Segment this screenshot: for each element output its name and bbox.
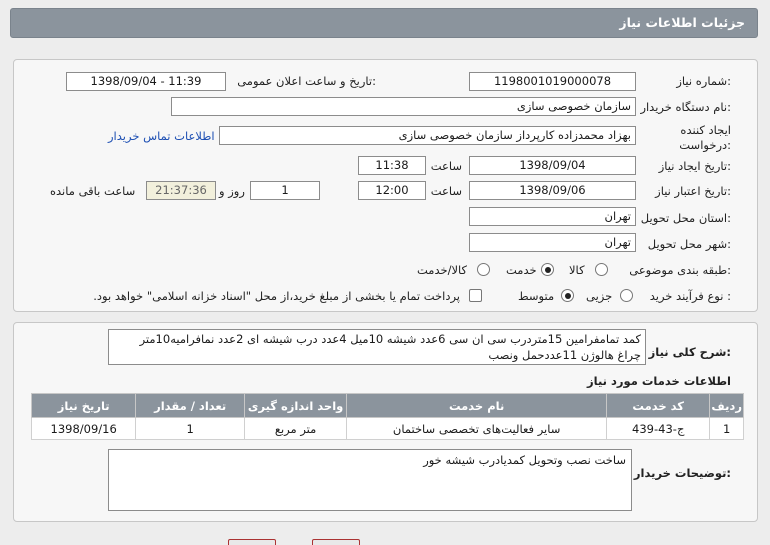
- action-button-1[interactable]: [228, 539, 276, 545]
- days-field: 1: [250, 181, 320, 200]
- category-goods-radio[interactable]: [595, 263, 608, 276]
- buyer-org-field: سازمان خصوصی سازی: [171, 97, 636, 116]
- remaining-time-field: 21:37:36: [146, 181, 216, 200]
- created-date-label: تاریخ ایجاد نیاز:: [658, 159, 731, 173]
- services-table-header: [32, 394, 744, 418]
- days-label: روز و: [219, 184, 245, 198]
- cell-date: 1398/09/16: [32, 418, 136, 440]
- col-row: ردیف: [710, 394, 744, 418]
- action-button-2[interactable]: [312, 539, 360, 545]
- cell-service-name: سایر فعالیت‌های تخصصی ساختمان: [347, 418, 607, 440]
- table-row: [32, 418, 744, 440]
- treasury-payment-note: پرداخت تمام یا بخشی از مبلغ خرید،از محل "اسناد خزانه اسلامی" خواهد بود.: [93, 289, 460, 303]
- buyer-contact-link[interactable]: اطلاعات تماس خریدار: [108, 129, 215, 143]
- validity-date-field: 1398/09/06: [469, 181, 636, 200]
- announce-datetime-field: 1398/09/04 - 11:39: [66, 72, 226, 91]
- category-goods-label: کالا: [569, 263, 585, 277]
- treasury-payment-checkbox[interactable]: [469, 289, 482, 302]
- process-label: نوع فرآیند خرید :: [649, 289, 731, 303]
- requester-field: بهزاد محمدزاده کارپرداز سازمان خصوصی سازی: [219, 126, 636, 145]
- category-service-label: خدمت: [506, 263, 537, 277]
- buyer-org-label: نام دستگاه خریدار:: [640, 100, 731, 114]
- category-goods-service-label: کالا/خدمت: [417, 263, 468, 277]
- summary-line-2: چراغ هالوژن 11عددحمل ونصب: [488, 348, 641, 362]
- requester-label-2: درخواست:: [679, 138, 731, 152]
- remaining-label: ساعت باقی مانده: [50, 184, 136, 198]
- need-details-panel: [13, 322, 758, 522]
- process-minor-radio[interactable]: [620, 289, 633, 302]
- col-date: تاریخ نیاز: [32, 394, 136, 418]
- created-time-label: ساعت: [430, 159, 462, 173]
- need-number-field: 1198001019000078: [469, 72, 636, 91]
- province-field: تهران: [469, 207, 636, 226]
- requester-label-1: ایجاد کننده: [680, 123, 731, 137]
- validity-time-label: ساعت: [430, 184, 462, 198]
- validity-time-field: 12:00: [358, 181, 426, 200]
- created-date-field: 1398/09/04: [469, 156, 636, 175]
- need-number-label: شماره نیاز:: [676, 74, 731, 88]
- col-service-code: کد خدمت: [607, 394, 710, 418]
- city-label: شهر محل تحویل:: [647, 237, 731, 251]
- page-title: جزئیات اطلاعات نیاز: [619, 15, 745, 30]
- province-label: استان محل تحویل:: [640, 211, 731, 225]
- cell-service-code: ج-43-439: [607, 418, 710, 440]
- process-medium-radio[interactable]: [561, 289, 574, 302]
- validity-date-label: تاریخ اعتبار نیاز:: [655, 184, 731, 198]
- services-table: [31, 393, 744, 440]
- buyer-notes-label: توضیحات خریدار:: [633, 466, 731, 480]
- category-label: طبقه بندی موضوعی:: [629, 263, 731, 277]
- cell-row-number: 1: [710, 418, 744, 440]
- category-goods-service-radio[interactable]: [477, 263, 490, 276]
- col-quantity: تعداد / مقدار: [136, 394, 245, 418]
- summary-text: [108, 329, 646, 365]
- cell-quantity: 1: [136, 418, 245, 440]
- buyer-notes-text: ساخت نصب وتحویل کمدیادرب شیشه خور: [108, 449, 632, 511]
- summary-line-1: کمد تمامفرامین 15متردرب سی ان سی 6عدد شیشه 10میل 4عدد درب شیشه ای 2عدد نمافرامیه10متر: [139, 332, 641, 346]
- cell-unit: متر مربع: [244, 418, 346, 440]
- created-time-field: 11:38: [358, 156, 426, 175]
- col-service-name: نام خدمت: [347, 394, 607, 418]
- process-minor-label: جزیی: [586, 289, 613, 303]
- page-header: [10, 8, 758, 38]
- process-medium-label: متوسط: [518, 289, 555, 303]
- announce-label: تاریخ و ساعت اعلان عمومی:: [237, 74, 376, 88]
- need-info-panel: [13, 59, 758, 312]
- summary-label: شرح کلی نیاز:: [648, 345, 731, 359]
- category-service-radio[interactable]: [541, 263, 554, 276]
- col-unit: واحد اندازه گیری: [244, 394, 346, 418]
- services-title: اطلاعات خدمات مورد نیاز: [587, 374, 731, 388]
- city-field: تهران: [469, 233, 636, 252]
